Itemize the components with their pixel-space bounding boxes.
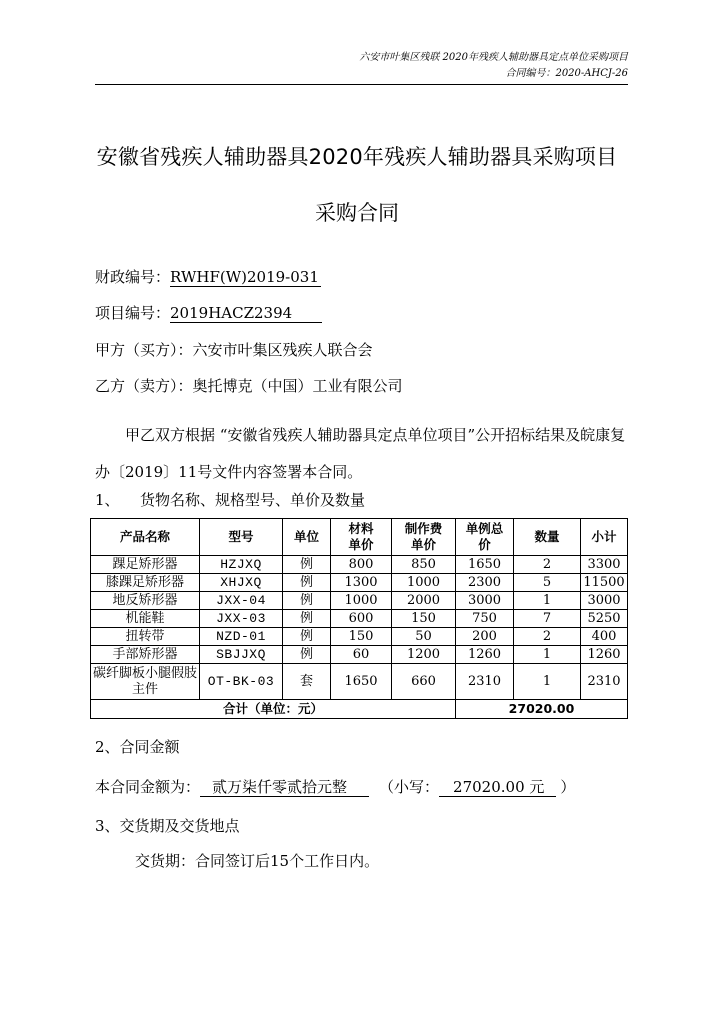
- finance-number-value: RWHF(W)2019-031: [170, 268, 319, 286]
- model-cell: JXX-04: [200, 592, 283, 610]
- material-price-cell: 600: [331, 610, 392, 628]
- product-name-cell: 碳纤脚板小腿假肢主件: [91, 664, 200, 700]
- party-b: 乙方（卖方）：奥托博克（中国）工业有限公司: [95, 377, 403, 395]
- subtotal-cell: 3300: [581, 556, 628, 574]
- table-header-text: 价: [478, 537, 491, 552]
- table-header-cell: [392, 519, 456, 556]
- subtotal-cell: 400: [581, 628, 628, 646]
- finance-number-line: [95, 267, 321, 287]
- table-row: [91, 574, 628, 592]
- delivery-period: 交货期：合同签订后15个工作日内。: [135, 852, 380, 870]
- goods-table: [90, 518, 628, 719]
- header-project-line: 六安市叶集区残联 2020年残疾人辅助器具定点单位采购项目: [359, 52, 628, 63]
- material-price-cell: 150: [331, 628, 392, 646]
- material-price-cell: 60: [331, 646, 392, 664]
- header-contract-number: 合同编号：2020-AHCJ-26: [505, 68, 628, 79]
- unit-cell: 例: [283, 592, 331, 610]
- amount-suffix: ）: [560, 778, 576, 796]
- product-name-cell: 膝踝足矫形器: [91, 574, 200, 592]
- material-price-cell: 800: [331, 556, 392, 574]
- subtotal-cell: 1260: [581, 646, 628, 664]
- project-number-line: [95, 303, 322, 323]
- amount-small-label: （小写：: [379, 778, 440, 796]
- fee-price-cell: 2000: [392, 592, 456, 610]
- product-name-cell: 扭转带: [91, 628, 200, 646]
- model-cell: NZD-01: [200, 628, 283, 646]
- single-total-cell: 750: [456, 610, 514, 628]
- intro-paragraph: 甲乙双方根据 “安徽省残疾人辅助器具定点单位项目”公开招标结果及皖康复办〔2019〕11号文件内容签署本合同。: [95, 426, 626, 481]
- table-total-row: [91, 700, 628, 719]
- section-2-heading: 2、合同金额: [95, 738, 180, 756]
- table-row: [91, 610, 628, 628]
- subtotal-cell: 2310: [581, 664, 628, 700]
- table-header-text: 材料: [348, 521, 374, 536]
- unit-cell: 套: [283, 664, 331, 700]
- quantity-cell: 5: [514, 574, 581, 592]
- single-total-cell: 3000: [456, 592, 514, 610]
- model-cell: SBJJXQ: [200, 646, 283, 664]
- unit-cell: 例: [283, 556, 331, 574]
- table-header-text: 制作费: [404, 521, 443, 536]
- unit-cell: 例: [283, 646, 331, 664]
- document-title: 安徽省残疾人辅助器具2020年残疾人辅助器具采购项目: [96, 145, 618, 169]
- table-header-text: 小计: [591, 529, 617, 544]
- single-total-cell: 200: [456, 628, 514, 646]
- fee-price-cell: 660: [392, 664, 456, 700]
- material-price-cell: 1650: [331, 664, 392, 700]
- table-header-cell: [200, 519, 283, 556]
- model-cell: OT-BK-03: [200, 664, 283, 700]
- table-header-cell: [456, 519, 514, 556]
- table-header-cell: [91, 519, 200, 556]
- table-header-text: 数量: [534, 529, 560, 544]
- fee-price-cell: 150: [392, 610, 456, 628]
- contract-amount-line: [95, 777, 575, 797]
- product-name-cell: 机能鞋: [91, 610, 200, 628]
- subtotal-cell: 11500: [581, 574, 628, 592]
- amount-in-words: 贰万柒仟零贰拾元整: [200, 778, 369, 797]
- quantity-cell: 7: [514, 610, 581, 628]
- table-header-text: 产品名称: [119, 529, 170, 544]
- unit-cell: 例: [283, 574, 331, 592]
- header-divider: [95, 84, 628, 85]
- total-label: 合计（单位：元）: [91, 700, 456, 719]
- quantity-cell: 2: [514, 556, 581, 574]
- project-number-label: 项目编号：: [95, 304, 171, 322]
- subtotal-cell: 5250: [581, 610, 628, 628]
- fee-price-cell: 50: [392, 628, 456, 646]
- document-subtitle: 采购合同: [315, 201, 399, 225]
- single-total-cell: 1260: [456, 646, 514, 664]
- project-number-value: 2019HACZ2394: [170, 304, 322, 323]
- single-total-cell: 2310: [456, 664, 514, 700]
- total-value: 27020.00: [456, 700, 628, 719]
- table-header-row: [91, 519, 628, 556]
- quantity-cell: 2: [514, 628, 581, 646]
- fee-price-cell: 1200: [392, 646, 456, 664]
- section-1-heading: [95, 490, 365, 510]
- section-1-number: 1、: [95, 491, 120, 509]
- quantity-cell: 1: [514, 592, 581, 610]
- table-row: [91, 556, 628, 574]
- product-name-cell: 手部矫形器: [91, 646, 200, 664]
- amount-prefix: 本合同金额为：: [95, 778, 201, 796]
- table-header-text: 单例总: [465, 521, 504, 536]
- table-header-cell: [283, 519, 331, 556]
- table-header-text: 单价: [410, 537, 436, 552]
- single-total-cell: 1650: [456, 556, 514, 574]
- unit-cell: 例: [283, 610, 331, 628]
- single-total-cell: 2300: [456, 574, 514, 592]
- product-name-cell: 踝足矫形器: [91, 556, 200, 574]
- party-a: 甲方（买方）：六安市叶集区残疾人联合会: [95, 341, 373, 359]
- section-3-heading: 3、交货期及交货地点: [95, 817, 240, 835]
- table-header-cell: [581, 519, 628, 556]
- product-name-cell: 地反矫形器: [91, 592, 200, 610]
- unit-cell: 例: [283, 628, 331, 646]
- amount-in-figures: 27020.00 元: [439, 778, 556, 797]
- table-row: [91, 664, 628, 700]
- table-row: [91, 646, 628, 664]
- table-header-cell: [514, 519, 581, 556]
- model-cell: JXX-03: [200, 610, 283, 628]
- quantity-cell: 1: [514, 646, 581, 664]
- table-row: [91, 628, 628, 646]
- table-header-text: 型号: [228, 529, 254, 544]
- quantity-cell: 1: [514, 664, 581, 700]
- finance-number-label: 财政编号：: [95, 268, 171, 286]
- table-header-text: 单位: [293, 529, 319, 544]
- table-row: [91, 592, 628, 610]
- table-header-cell: [331, 519, 392, 556]
- material-price-cell: 1300: [331, 574, 392, 592]
- fee-price-cell: 1000: [392, 574, 456, 592]
- subtotal-cell: 3000: [581, 592, 628, 610]
- material-price-cell: 1000: [331, 592, 392, 610]
- table-header-text: 单价: [348, 537, 374, 552]
- model-cell: XHJXQ: [200, 574, 283, 592]
- fee-price-cell: 850: [392, 556, 456, 574]
- model-cell: HZJXQ: [200, 556, 283, 574]
- section-1-title: 货物名称、规格型号、单价及数量: [140, 491, 366, 509]
